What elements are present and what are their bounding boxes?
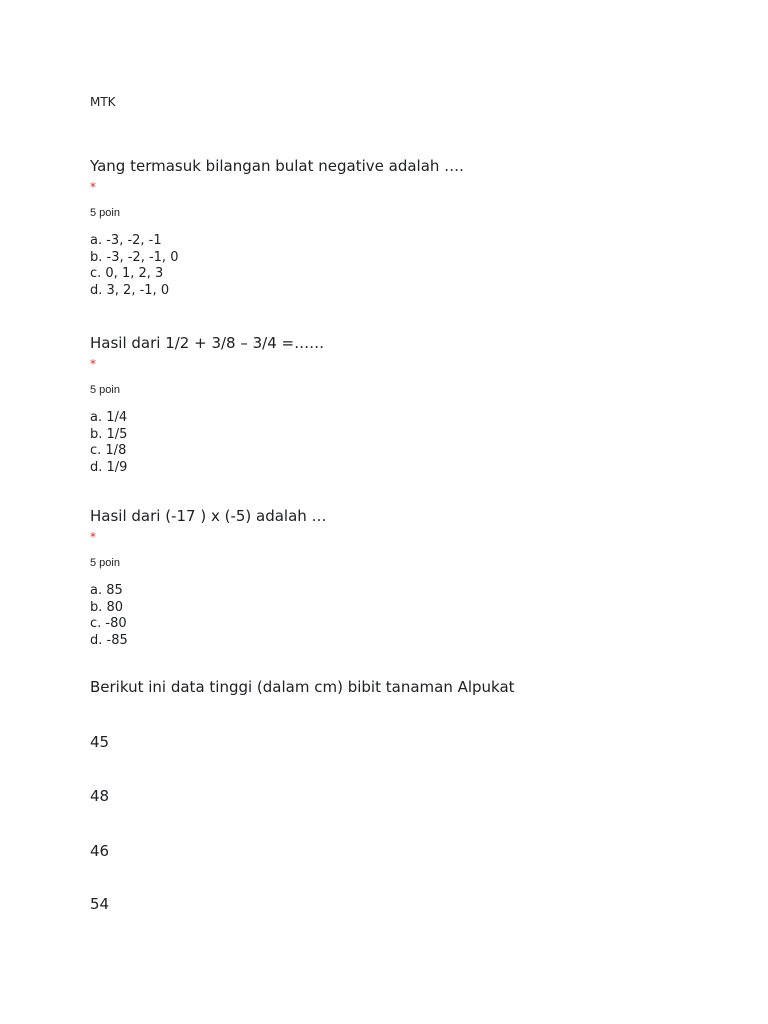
option-a: a. 1/4 [90, 410, 128, 425]
points-label: 5 poin [90, 557, 120, 569]
question-text: Yang termasuk bilangan bulat negative adalah …. [90, 157, 464, 175]
data-value-3: 46 [90, 842, 110, 860]
data-value-4: 54 [90, 895, 110, 913]
option-b: b. 80 [90, 599, 124, 615]
option-c: c. 0, 1, 2, 3 [90, 266, 164, 282]
document-title: MTK [90, 95, 116, 109]
required-mark: * [90, 530, 96, 544]
required-mark: * [90, 180, 96, 194]
question-text: Hasil dari 1/2 + 3/8 – 3/4 =…… [90, 334, 325, 352]
points-label: 5 poin [90, 207, 120, 219]
option-a: a. -3, -2, -1 [90, 233, 162, 248]
option-d: d. 3, 2, -1, 0 [90, 282, 170, 298]
data-value-2: 48 [90, 787, 110, 805]
option-d: d. 1/9 [90, 459, 128, 475]
question-2 [90, 334, 730, 476]
option-b: b. -3, -2, -1, 0 [90, 249, 179, 265]
options-list [90, 583, 730, 649]
option-b: b. 1/5 [90, 426, 128, 442]
option-c: c. 1/8 [90, 443, 127, 459]
option-d: d. -85 [90, 632, 128, 648]
question-1 [90, 157, 730, 299]
option-c: c. -80 [90, 616, 127, 632]
data-intro-text: Berikut ini data tinggi (dalam cm) bibit tanaman Alpukat [90, 678, 515, 696]
question-text: Hasil dari (-17 ) x (-5) adalah … [90, 507, 327, 525]
question-3 [90, 507, 730, 649]
option-a: a. 85 [90, 583, 123, 598]
points-label: 5 poin [90, 384, 120, 396]
required-mark: * [90, 357, 96, 371]
data-value-1: 45 [90, 733, 110, 751]
options-list [90, 410, 730, 476]
options-list [90, 233, 730, 299]
